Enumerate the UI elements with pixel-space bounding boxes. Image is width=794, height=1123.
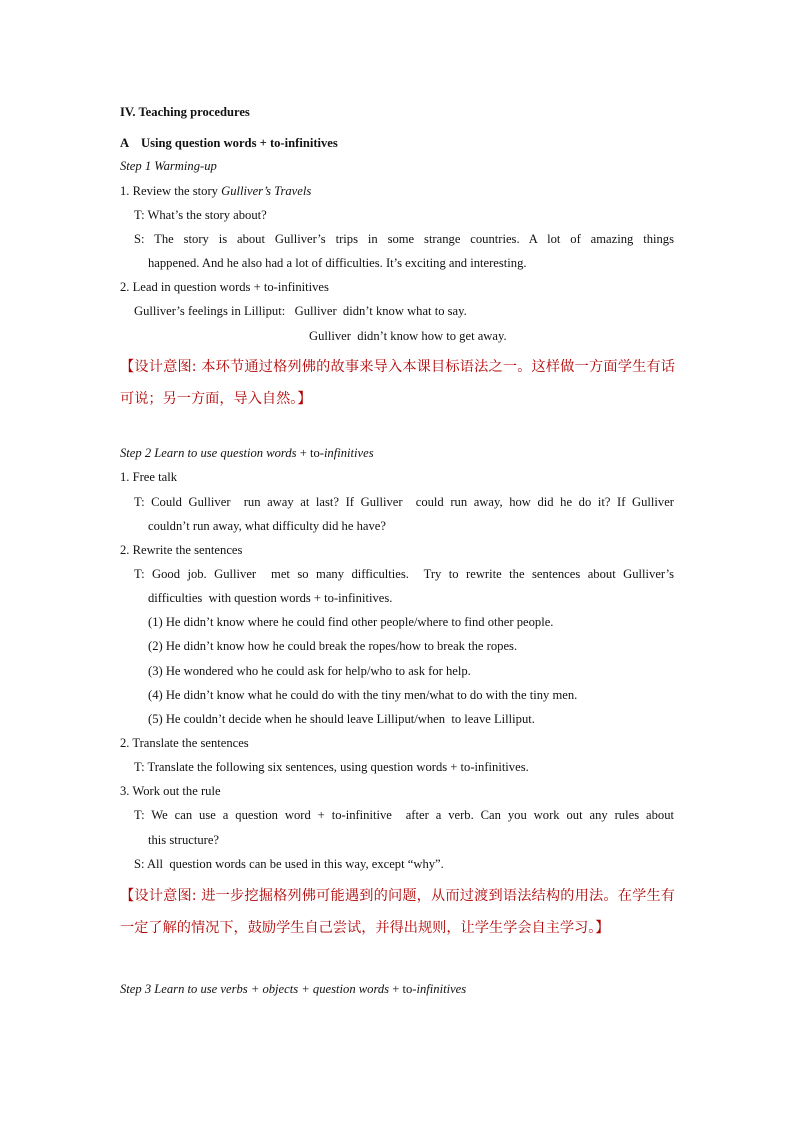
rewrite-sentence-1: (1) He didn’t know where he could find other people/where to find other people. (148, 615, 554, 629)
step2-free-talk: 1. Free talk (120, 470, 178, 484)
step1-book-title: Gulliver’s Travels (221, 184, 312, 198)
step1-student-line-2: happened. And he also had a lot of difficulties. It’s exciting and interesting. (148, 256, 527, 270)
step2-title-italic: Step 2 Learn to use question words (120, 446, 297, 460)
rewrite-sentence-5: (5) He couldn’t decide when he should leave Lilliput/when to leave Lilliput. (148, 712, 535, 726)
design-intent-note-2: 【设计意图: 进一步挖掘格列佛可能遇到的问题，从而过渡到语法结构的用法。在学生有一定了解的情况下，鼓励学生自己尝试，并得出规则，让学生学会自主学习。】 (120, 888, 675, 936)
step2-rewrite-line-1: T: Good job. Gulliver met so many difficulties. Try to rewrite the sentences about Gulliver’s (134, 567, 674, 581)
step2-free-talk-line-2: couldn’t run away, what difficulty did he have? (148, 519, 386, 533)
step2-translate-line: T: Translate the following six sentences, using question words + to-infinitives. (134, 760, 529, 774)
step2-work-out: 3. Work out the rule (120, 784, 221, 798)
step3-title-plain: + to- (389, 982, 417, 996)
step2-work-out-line-1: T: We can use a question word + to-infinitive after a verb. Can you work out any rules about (134, 808, 674, 822)
step2-title-plain: + to- (296, 446, 324, 460)
step2-free-talk-line-1: T: Could Gulliver run away at last? If Gulliver could run away, how did he do it? If Gulliver (134, 495, 674, 509)
step1-item1 (120, 183, 311, 199)
step2-work-out-line-2: this structure? (148, 833, 219, 847)
step1-feelings-line: Gulliver’s feelings in Lilliput: Gulliver didn’t know what to say. (134, 304, 467, 318)
step1-item2: 2. Lead in question words + to-infinitives (120, 280, 329, 294)
section-heading: IV. Teaching procedures (120, 105, 250, 119)
part-a-heading: A Using question words + to-infinitives (120, 136, 338, 150)
step2-rewrite: 2. Rewrite the sentences (120, 543, 243, 557)
step2-translate: 2. Translate the sentences (120, 736, 249, 750)
step2-student-rule: S: All question words can be used in this way, except “why”. (134, 857, 444, 871)
step1-teacher-line: T: What’s the story about? (134, 208, 267, 222)
design-intent-note-1: 【设计意图: 本环节通过格列佛的故事来导入本课目标语法之一。这样做一方面学生有话可说；另一方面，导入自然。】 (120, 359, 675, 407)
step1-item1-prefix: 1. Review the story (120, 184, 222, 198)
rewrite-sentence-3: (3) He wondered who he could ask for help/who to ask for help. (148, 664, 471, 678)
step2-title-tail: infinitives (323, 446, 374, 460)
rewrite-sentence-4: (4) He didn’t know what he could do with the tiny men/what to do with the tiny men. (148, 688, 578, 702)
step1-feelings-line-2: Gulliver didn’t know how to get away. (309, 329, 507, 343)
rewrite-sentence-2: (2) He didn’t know how he could break the ropes/how to break the ropes. (148, 639, 518, 653)
step1-title: Step 1 Warming-up (120, 159, 217, 173)
step2-rewrite-line-2: difficulties with question words + to-infinitives. (148, 591, 393, 605)
step3-title-italic: Step 3 Learn to use verbs + objects + question words (120, 982, 390, 996)
step2-title (120, 445, 374, 461)
step3-title-tail: infinitives (416, 982, 467, 996)
step1-student-line-1: S: The story is about Gulliver’s trips in some strange countries. A lot of amazing things (134, 232, 674, 246)
step3-title (120, 981, 466, 997)
